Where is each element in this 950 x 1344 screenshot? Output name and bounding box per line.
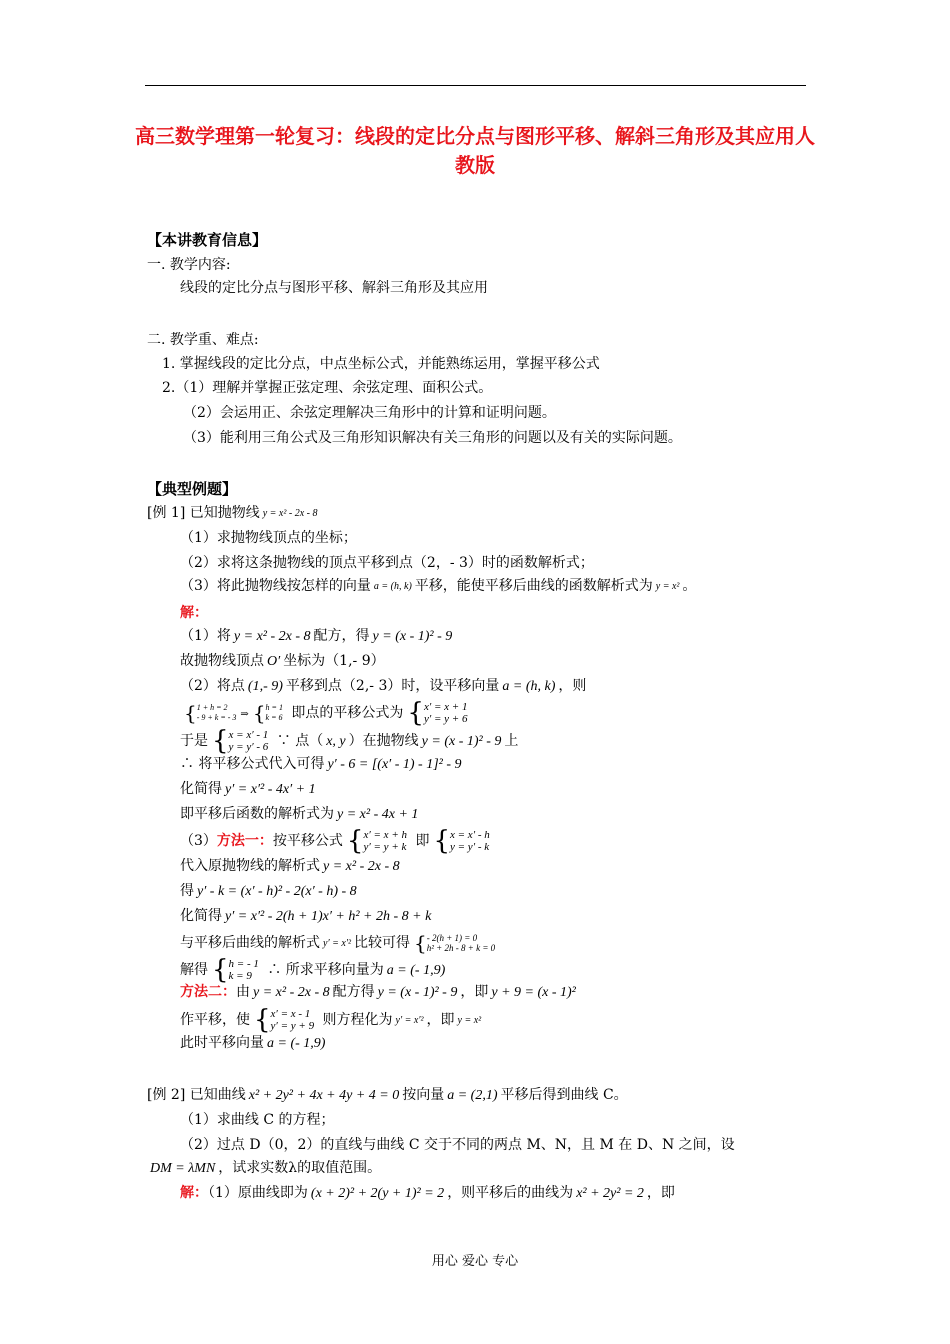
solution-line-1: （1）将 y = x² - 2x - 8 配方，得 y = (x - 1)² - 9 — [180, 628, 453, 644]
example-2-solution-line-1: 解：（1）原曲线即为 (x + 2)² + 2(y + 1)² = 2 ，则平移后的曲线为 x² + 2y² = 2 ，即 — [180, 1185, 675, 1201]
solution-line-3: （2）将点 (1,- 9) 平移到点（2,- 3）时，设平移向量 a = (h, k) ，则 — [180, 678, 587, 694]
solution-line-17: 此时平移向量 a = (- 1,9) — [180, 1035, 326, 1051]
example-1-q3: （3）将此抛物线按怎样的向量 a = (h, k) 平移，能使平移后曲线的函数解析式为 y = x² 。 — [180, 578, 697, 594]
math-expr: y = (x - 1)² - 9 — [421, 734, 502, 749]
math-expr: (1,- 9) — [247, 679, 283, 694]
solution-line-8: 即平移后函数的解析式为 y = x² - 4x + 1 — [180, 806, 419, 822]
vector-expr: a = (h, k) — [373, 581, 412, 592]
equation-system: {h = - 1 k = 9 — [212, 955, 259, 985]
math-expr: x, y — [326, 734, 346, 749]
math-expr: y + 9 = (x - 1)² — [491, 985, 576, 1000]
equation-system: {1 + h = 2 - 9 + k = - 3 — [184, 701, 237, 725]
math-expr: y′ - 6 = [(x′ - 1) - 1]² - 9 — [327, 757, 462, 772]
example-2-label: [例 2] 已知曲线 — [147, 1087, 246, 1103]
solution-line-13: 与平移后曲线的解析式 y′ = x′² 比较可得 {- 2(h + 1) = 0 h² + 2h - 8 + k = 0 — [180, 931, 496, 955]
focus-item-4: （3）能利用三角公式及三角形知识解决有关三角形的问题以及有关的实际问题。 — [183, 430, 682, 446]
math-expr: x² + 2y² + 4x + 4y + 4 = 0 — [248, 1088, 400, 1103]
equation-system: {x = x′ - h y = y′ - k — [433, 826, 490, 856]
math-expr: y′ - k = (x′ - h)² - 2(x′ - h) - 8 — [197, 884, 357, 899]
content-label: 一. 教学内容: — [147, 257, 231, 273]
math-expr: y = (x - 1)² - 9 — [372, 629, 453, 644]
section-heading-examples: 【典型例题】 — [147, 480, 238, 498]
equation-system: {x′ = x - 1 y′ = y + 9 — [254, 1005, 315, 1035]
math-expr: y = (x - 1)² - 9 — [377, 985, 458, 1000]
vector-expr: a = (2,1) — [447, 1088, 498, 1103]
solution-line-16: 作平移，使 {x′ = x - 1 y′ = y + 9 则方程化为 y′ = x′² ，即 y = x² — [180, 1005, 482, 1035]
solution-line-9: （3）方法一：按平移公式 {x′ = x + h y′ = y + k 即 {x = x′ - h y = y′ - k — [180, 826, 490, 856]
page-footer: 用心 爱心 专心 — [431, 1254, 519, 1269]
solution-line-11: 得 y′ - k = (x′ - h)² - 2(x′ - h) - 8 — [180, 883, 357, 899]
math-expr: y′ = x′² - 4x′ + 1 — [225, 782, 316, 797]
focus-item-1: 1. 掌握线段的定比分点，中点坐标公式，并能熟练运用，掌握平移公式 — [162, 356, 600, 372]
focus-label: 二. 教学重、难点: — [147, 332, 259, 348]
content-text: 线段的定比分点与图形平移、解斜三角形及其应用 — [180, 280, 488, 296]
math-expr: a = (h, k) — [502, 679, 556, 694]
method-1-label: 方法一： — [216, 833, 273, 849]
header-rule — [145, 85, 806, 86]
equation-system: {- 2(h + 1) = 0 h² + 2h - 8 + k = 0 — [414, 931, 496, 955]
math-expr: y = x² - 2x - 8 — [323, 859, 400, 874]
example-2-q2: （2）过点 D（0，2）的直线与曲线 C 交于不同的两点 M、N，且 M 在 D、N 之间，设 — [180, 1137, 735, 1153]
solution-label: 解： — [180, 1185, 208, 1201]
math-expr: y = x² — [457, 1015, 482, 1026]
math-expr: a = (- 1,9) — [267, 1036, 326, 1051]
math-expr: y′ = x′² — [323, 938, 351, 949]
example-1-statement — [147, 503, 320, 524]
solution-line-7: 化简得 y′ = x′² - 4x′ + 1 — [180, 781, 316, 797]
vector-expr: DM = λMN — [150, 1161, 216, 1176]
math-expr: y′ = x′² - 2(h + 1)x′ + h² + 2h - 8 + k — [225, 909, 432, 924]
section-heading-info: 【本讲教育信息】 — [147, 231, 268, 249]
math-expr: y = x² - 2x - 8 — [262, 508, 318, 519]
equation-system: {x′ = x + 1 y′ = y + 6 — [407, 698, 468, 728]
solution-line-14: 解得 {h = - 1 k = 9 ∴ 所求平移向量为 a = (- 1,9) — [180, 955, 446, 985]
math-expr: O′ — [267, 654, 281, 669]
math-expr: (x + 2)² + 2(y + 1)² = 2 — [310, 1186, 445, 1201]
method-2-label: 方法二： — [180, 984, 236, 1000]
example-2-q1: （1）求曲线 C 的方程； — [180, 1112, 335, 1128]
math-expr: y = x² - 2x - 8 — [253, 985, 330, 1000]
solution-line-5: 于是 {x = x′ - 1 y = y′ - 6 ∵ 点（ x, y ）在抛物线 y = (x - 1)² - 9 上 — [180, 726, 519, 756]
solution-line-15: 方法二：由 y = x² - 2x - 8 配方得 y = (x - 1)² - 9 ，即 y + 9 = (x - 1)² — [180, 984, 576, 1000]
math-expr: y = x² - 2x - 8 — [233, 629, 311, 644]
solution-line-6: ∴ 将平移公式代入可得 y′ - 6 = [(x′ - 1) - 1]² - 9 — [180, 756, 462, 772]
page-title: 高三数学理第一轮复习：线段的定比分点与图形平移、解斜三角形及其应用人教版 — [135, 124, 815, 177]
solution-line-2: 故抛物线顶点 O′ 坐标为（1,- 9） — [180, 653, 385, 669]
equation-system: {x = x′ - 1 y = y′ - 6 — [212, 726, 269, 756]
solution-label: 解： — [180, 605, 208, 621]
example-1-q1: （1）求抛物线顶点的坐标； — [180, 530, 357, 546]
solution-line-10: 代入原抛物线的解析式 y = x² - 2x - 8 — [180, 858, 400, 874]
equation-system: {h = 1 k = 6 — [252, 701, 283, 725]
math-expr: a = (- 1,9) — [386, 963, 446, 978]
focus-item-2: 2.（1）理解并掌握正弦定理、余弦定理、面积公式。 — [162, 380, 493, 396]
math-expr: y = x² - 4x + 1 — [337, 807, 419, 822]
solution-line-12: 化简得 y′ = x′² - 2(h + 1)x′ + h² + 2h - 8 + k — [180, 908, 432, 924]
math-expr: y′ = x′² — [395, 1015, 424, 1026]
example-1-q2: （2）求将这条抛物线的顶点平移到点（2，- 3）时的函数解析式； — [180, 555, 594, 571]
equation-system: {x′ = x + h y′ = y + k — [346, 826, 407, 856]
example-1-label: [例 1] 已知抛物线 — [147, 505, 260, 521]
solution-line-4: {1 + h = 2 - 9 + k = - 3 ⇒ {h = 1 k = 6 即点的平移公式为 {x′ = x + 1 y′ = y + 6 — [184, 698, 468, 728]
example-2-q2-continued: DM = λMN ，试求实数λ的取值范围。 — [150, 1160, 382, 1176]
focus-item-3: （2）会运用正、余弦定理解决三角形中的计算和证明问题。 — [183, 405, 556, 421]
math-expr: x² + 2y² = 2 — [576, 1186, 644, 1201]
math-expr: y = x² — [655, 581, 680, 592]
example-2-statement: [例 2] 已知曲线 x² + 2y² + 4x + 4y + 4 = 0 按向量 a = (2,1) 平移后得到曲线 C。 — [147, 1087, 628, 1103]
